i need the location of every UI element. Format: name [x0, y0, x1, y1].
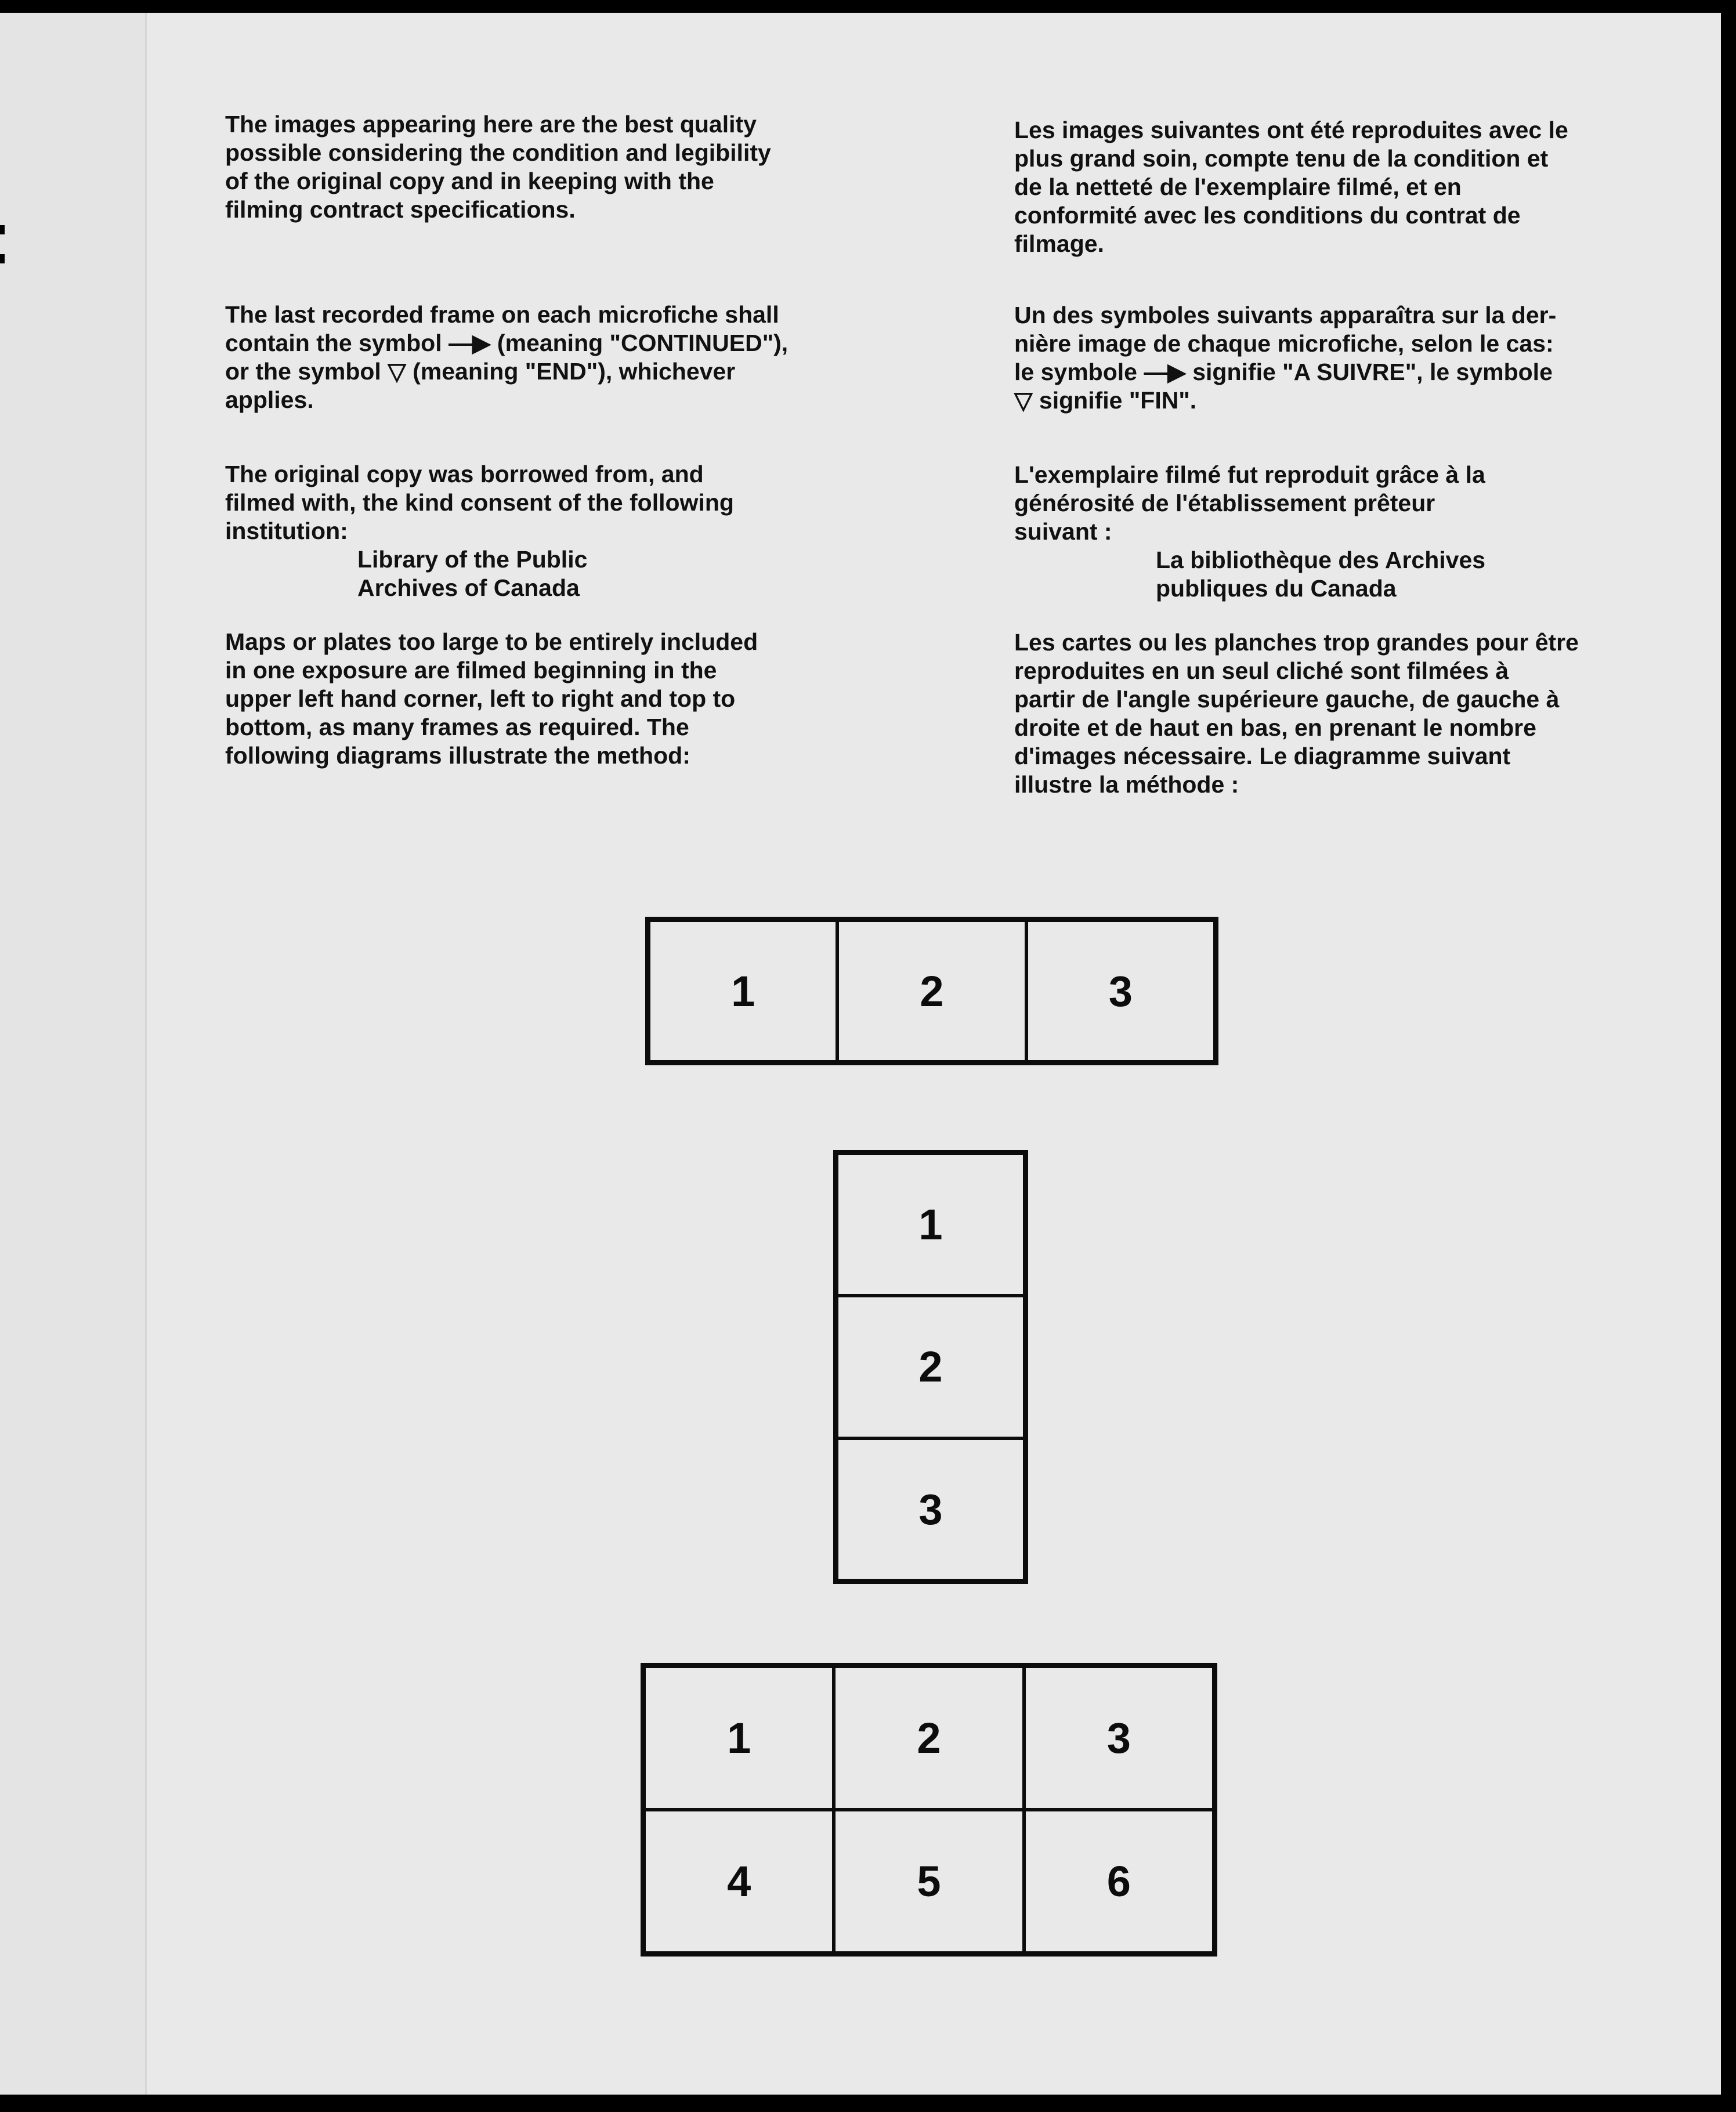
frame-cell: 6	[1024, 1810, 1214, 1953]
frame-cell: 3	[1024, 1666, 1214, 1810]
frame-cell: 3	[1026, 920, 1215, 1062]
grid-diagram	[641, 1663, 1217, 1957]
edge-mark	[0, 225, 5, 234]
frame-cell: 2	[837, 920, 1026, 1062]
frame-cell: 1	[837, 1153, 1025, 1296]
frame-cell: 1	[649, 920, 837, 1062]
french-institution-name: La bibliothèque des Archives publiques du Canada	[1156, 547, 1486, 602]
column-diagram	[833, 1150, 1028, 1584]
frame-cell: 1	[644, 1666, 834, 1810]
frame-cell: 2	[837, 1296, 1025, 1438]
frame-cell: 5	[834, 1810, 1023, 1953]
row-diagram	[645, 917, 1218, 1065]
english-source-paragraph: The original copy was borrowed from, and filmed with, the kind consent of the following institution:	[225, 461, 734, 544]
english-column	[225, 110, 881, 770]
frame-cell: 3	[837, 1438, 1025, 1581]
frame-cell: 4	[644, 1810, 834, 1953]
right-border	[1721, 0, 1736, 2112]
french-source-paragraph: L'exemplaire filmé fut reproduit grâce à la générosité de l'établissement prêteur suivant :	[1014, 461, 1485, 545]
english-institution-name: Library of the Public Archives of Canada	[357, 546, 588, 601]
french-column	[1014, 116, 1670, 799]
french-quality-paragraph: Les images suivantes ont été reproduites avec le plus grand soin, compte tenu de la condition et de la netteté de l'exemplaire filmé, et en conformité avec les conditions du contrat de filmage.	[1014, 117, 1568, 257]
english-symbol-paragraph: The last recorded frame on each microfiche shall contain the symbol —▶ (meaning "CONTINUED"), or the symbol ▽ (meaning "END"), whichever applies.	[225, 301, 789, 413]
edge-mark	[0, 254, 5, 263]
french-symbol-paragraph: Un des symboles suivants apparaîtra sur la der- nière image de chaque microfiche, selon le cas: le symbole —▶ signifie "A SUIVRE", le symbole ▽ signifie "FIN".	[1014, 302, 1557, 414]
french-maps-paragraph: Les cartes ou les planches trop grandes pour être reproduites en un seul cliché sont filmées à partir de l'angle supérieure gauche, de gauche à droite et de haut en bas, en prenant le nombre d'images nécessaire. Le diagramme suivant illustre la méthode :	[1014, 629, 1579, 798]
english-quality-paragraph: The images appearing here are the best quality possible considering the condition and legibility of the original copy and in keeping with the filming contract specifications.	[225, 111, 771, 223]
bottom-border	[0, 2095, 1736, 2112]
left-margin-strip	[0, 13, 147, 2095]
frame-cell: 2	[834, 1666, 1023, 1810]
english-maps-paragraph: Maps or plates too large to be entirely included in one exposure are filmed beginning in the upper left hand corner, left to right and top to bottom, as many frames as required. The following diagrams illustrate the method:	[225, 628, 758, 769]
